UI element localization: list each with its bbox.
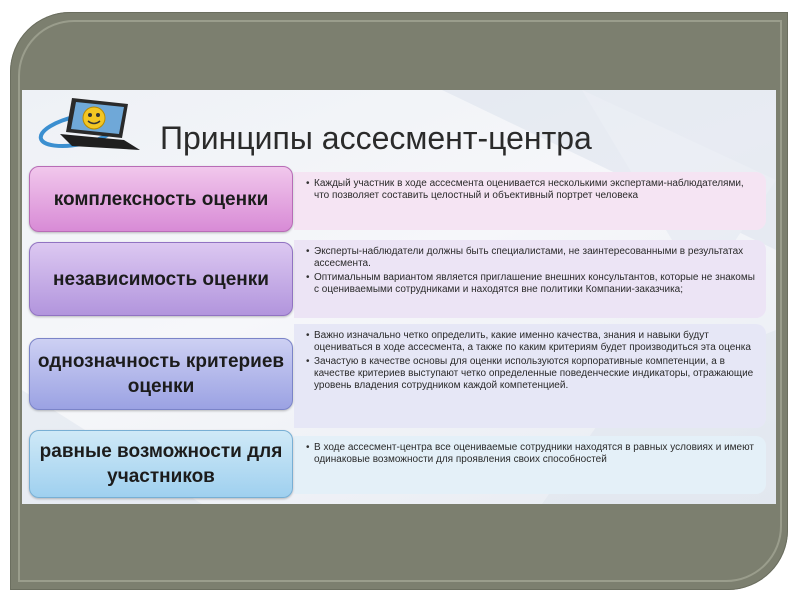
principle-label-4: равные возможности для участников [29, 430, 293, 498]
bullet-item: • Эксперты-наблюдатели должны быть специалистами, не заинтересованными в результатах ассесмента. [314, 246, 756, 270]
principle-description-2 [294, 240, 766, 318]
principle-description-1 [294, 172, 766, 230]
bullet-item: • Важно изначально четко определить, какие именно качества, знания и навыки будут оцениваться в ходе ассесмента, а также по каким критериям будет производиться эта оценка [314, 330, 756, 354]
bullet-item: • Оптимальным вариантом является приглашение внешних консультантов, которые не знакомы с оцениваемыми сотрудниками и находятся вне политики Компании-заказчика; [314, 272, 756, 296]
slide-content [22, 90, 776, 504]
bullet-item: • Зачастую в качестве основы для оценки используются корпоративные компетенции, а в качестве критериев выступают четко определенные поведенческие индикаторы, отражающие уровень владения сотрудником каждой компетенцией. [314, 356, 756, 392]
laptop-smiley-icon [36, 94, 148, 160]
bullet-item: • В ходе ассесмент-центра все оцениваемые сотрудники находятся в равных условиях и имеют одинаковые возможности для проявления своих способностей [314, 442, 756, 466]
principle-description-3 [294, 324, 766, 428]
slide-title: Принципы ассесмент-центра [160, 120, 592, 156]
principle-label-3: однозначность критериев оценки [29, 338, 293, 410]
bullet-item: • Каждый участник в ходе ассесмента оценивается несколькими экспертами-наблюдателями, что позволяет составить целостный и объективный портрет человека [314, 178, 756, 202]
principle-label-1: комплексность оценки [29, 166, 293, 232]
principle-label-2: независимость оценки [29, 242, 293, 316]
principle-description-4 [294, 436, 766, 494]
